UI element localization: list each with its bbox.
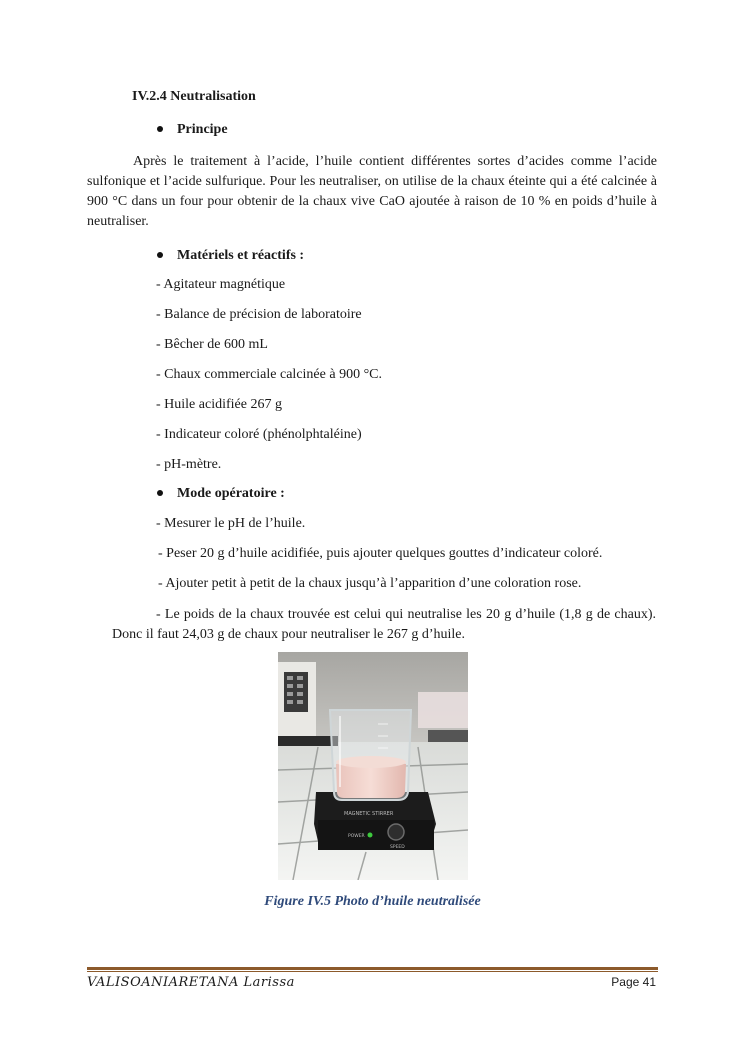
speed-knob-icon <box>388 824 404 840</box>
page-number: Page 41 <box>611 975 656 989</box>
bullet-materiels <box>157 248 304 264</box>
power-led-icon <box>368 833 373 838</box>
footer-author: VALISOANIARETANA Larissa <box>87 975 295 990</box>
step-item: - Peser 20 g d’huile acidifiée, puis ajouter quelques gouttes d’indicateur coloré. <box>158 546 603 561</box>
principe-paragraph: Après le traitement à l’acide, l’huile contient différentes sortes d’acides comme l’acide sulfonique et l’acide sulfurique. Pour les neutraliser, on utilise de la chaux éteinte qui a été calcinée à 900 °C dans un four pour obtenir de la chaux vive CaO ajoutée à raison de 10 % en poids d’huile à neutraliser. <box>87 154 657 229</box>
footer-divider <box>87 967 658 970</box>
power-label: POWER <box>348 834 365 839</box>
bullet-principe <box>157 122 228 138</box>
list-item: - Indicateur coloré (phénolphtaléine) <box>156 427 362 442</box>
bullet-dot-icon <box>157 490 163 496</box>
neutralized-oil-photo <box>278 652 468 880</box>
materiels-title: Matériels et réactifs : <box>177 248 305 263</box>
speed-label: SPEED <box>390 845 405 850</box>
bullet-mode-operatoire <box>157 486 285 502</box>
bullet-dot-icon <box>157 126 163 132</box>
stirrer-label: MAGNETIC STIRRER <box>344 811 394 817</box>
section-heading: IV.2.4 Neutralisation <box>132 89 256 104</box>
step-item: - Mesurer le pH de l’huile. <box>156 516 306 531</box>
list-item: - Balance de précision de laboratoire <box>156 307 362 322</box>
mode-title: Mode opératoire : <box>177 486 285 501</box>
bullet-dot-icon <box>157 252 163 258</box>
figure-caption: Figure IV.5 Photo d’huile neutralisée <box>264 894 481 909</box>
step-item: - Le poids de la chaux trouvée est celui qui neutralise les 20 g d’huile (1,8 g de chaux). Donc il faut 24,03 g de chaux pour neutraliser le 267 g d’huile. <box>112 607 656 642</box>
list-item: - Huile acidifiée 267 g <box>156 397 282 412</box>
list-item: - Chaux commerciale calcinée à 900 °C. <box>156 367 383 382</box>
principe-title: Principe <box>177 122 228 137</box>
list-item: - pH-mètre. <box>156 457 222 472</box>
footer-divider-thin <box>87 971 658 972</box>
step-item: - Ajouter petit à petit de la chaux jusqu’à l’apparition d’une coloration rose. <box>158 576 582 591</box>
list-item: - Bêcher de 600 mL <box>156 337 268 352</box>
list-item: - Agitateur magnétique <box>156 277 286 292</box>
